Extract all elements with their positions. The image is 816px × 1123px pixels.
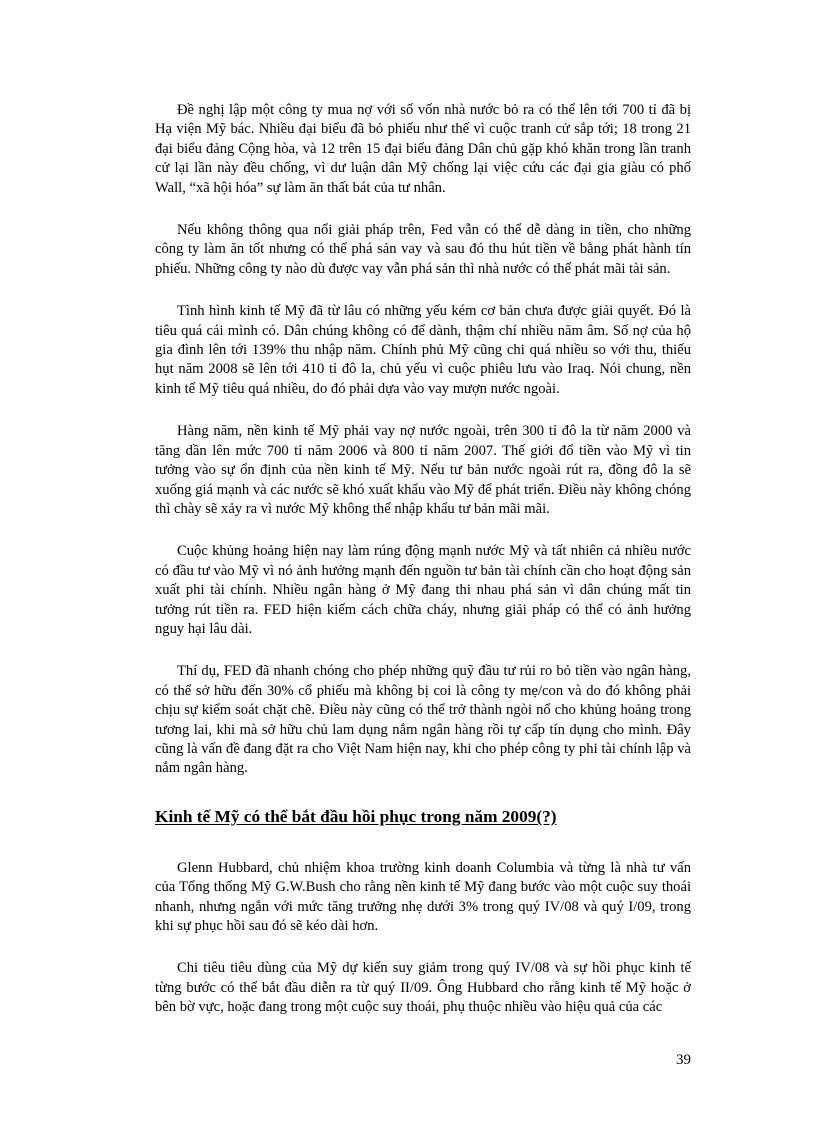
page-number: 39: [676, 1052, 691, 1068]
paragraph-7: Glenn Hubbard, chủ nhiệm khoa trường kinh doanh Columbia và từng là nhà tư vấn của Tổng thống Mỹ G.W.Bush cho rằng nền kinh tế Mỹ đang bước vào một cuộc suy thoái nhanh, nhưng ngắn với mức tăng trưởng nhẹ dưới 3% trong quý IV/08 và quý I/09, trong khi sự phục hồi sau đó sẽ kéo dài hơn.: [155, 859, 691, 934]
page-body: [155, 101, 691, 1041]
section-heading: Kinh tế Mỹ có thể bắt đầu hồi phục trong năm 2009(?): [155, 806, 557, 826]
paragraph-1: Đề nghị lập một công ty mua nợ với số vốn nhà nước bỏ ra có thể lên tới 700 tỉ đã bị Hạ viện Mỹ bác. Nhiều đại biểu đã bỏ phiếu như thế vì cuộc tranh cử sắp tới; 18 trong 21 đại biểu đảng Cộng hòa, và 12 trên 15 đại biểu đảng Dân chủ gặp khó khăn trong lần tranh cử lại lần này đều chống, vì dư luận dân Mỹ chống lại việc cứu các đại gia giàu có phố Wall, “xã hội hóa” sự làm ăn thất bát của tư nhân.: [155, 102, 691, 196]
paragraph-2: Nếu không thông qua nổi giải pháp trên, Fed vẫn có thể dễ dàng in tiền, cho những công ty làm ăn tốt nhưng có thể phá sản vay và sau đó thu hút tiền về bằng phát hành tín phiếu. Những công ty nào dù được vay vẫn phá sản thì nhà nước có thể phát mãi tài sản.: [155, 222, 691, 277]
paragraph-5: Cuộc khủng hoảng hiện nay làm rúng động mạnh nước Mỹ và tất nhiên cả nhiều nước có đầu tư vào Mỹ vì nó ảnh hưởng mạnh đến nguồn tư bản tài chính cần cho hoạt động sản xuất phi tài chính. Nhiều ngân hàng ở Mỹ đang thi nhau phá sản vì dân chúng mất tin tưởng rút tiền ra. FED hiện kiếm cách chữa cháy, nhưng giải pháp có thể có ảnh hưởng nguy hại lâu dài.: [155, 543, 691, 637]
section-heading-wrapper: [155, 802, 691, 847]
paragraph-4: Hàng năm, nền kinh tế Mỹ phải vay nợ nước ngoài, trên 300 tỉ đô la từ năm 2000 và tăng dần lên mức 700 tỉ năm 2006 và 800 tỉ năm 2007. Thế giới đổ tiền vào Mỹ vì tin tưởng vào sự ổn định của nền kinh tế Mỹ. Nếu tư bản nước ngoài rút ra, đồng đô la sẽ xuống giá mạnh và các nước sẽ khó xuất khẩu vào Mỹ để phát triển. Điều này không chóng thì chày sẽ xảy ra vì nước Mỹ không thể nhập khẩu tư bản mãi mãi.: [155, 423, 691, 517]
paragraph-3: Tình hình kinh tế Mỹ đã từ lâu có những yếu kém cơ bản chưa được giải quyết. Đó là tiêu quá cái mình có. Dân chúng không có để dành, thậm chí nhiều năm âm. Số nợ của hộ gia đình lên tới 139% thu nhập năm. Chính phủ Mỹ cũng chi quá nhiều so với thu, thiếu hụt năm 2008 sẽ lên tới 410 tỉ đô la, chủ yếu vì cuộc phiêu lưu vào Iraq. Nói chung, nền kinh tế Mỹ tiêu quá nhiều, do đó phải dựa vào vay mượn nước ngoài.: [155, 303, 691, 397]
paragraph-8: Chi tiêu tiêu dùng của Mỹ dự kiến suy giảm trong quý IV/08 và sự hồi phục kinh tế từng bước có thể bắt đầu diễn ra từ quý II/09. Ông Hubbard cho rằng kinh tế Mỹ hoặc ở bên bờ vực, hoặc đang trong một cuộc suy thoái, phụ thuộc nhiều vào hiệu quả của các: [155, 960, 691, 1016]
paragraph-6: Thí dụ, FED đã nhanh chóng cho phép những quỹ đầu tư rủi ro bỏ tiền vào ngân hàng, có thể sở hữu đến 30% cổ phiếu mà không bị coi là công ty mẹ/con và do đó không phải chịu sự kiểm soát chặt chẽ. Điều này cũng có thể trở thành ngòi nổ cho khủng hoảng trong tương lai, khi mà sở hữu chủ lam dụng nắm ngân hàng rồi tự cấp tín dụng cho mình. Đây cũng là vấn đề đang đặt ra cho Việt Nam hiện nay, khi cho phép công ty phi tài chính lập và nắm ngân hàng.: [155, 663, 691, 777]
